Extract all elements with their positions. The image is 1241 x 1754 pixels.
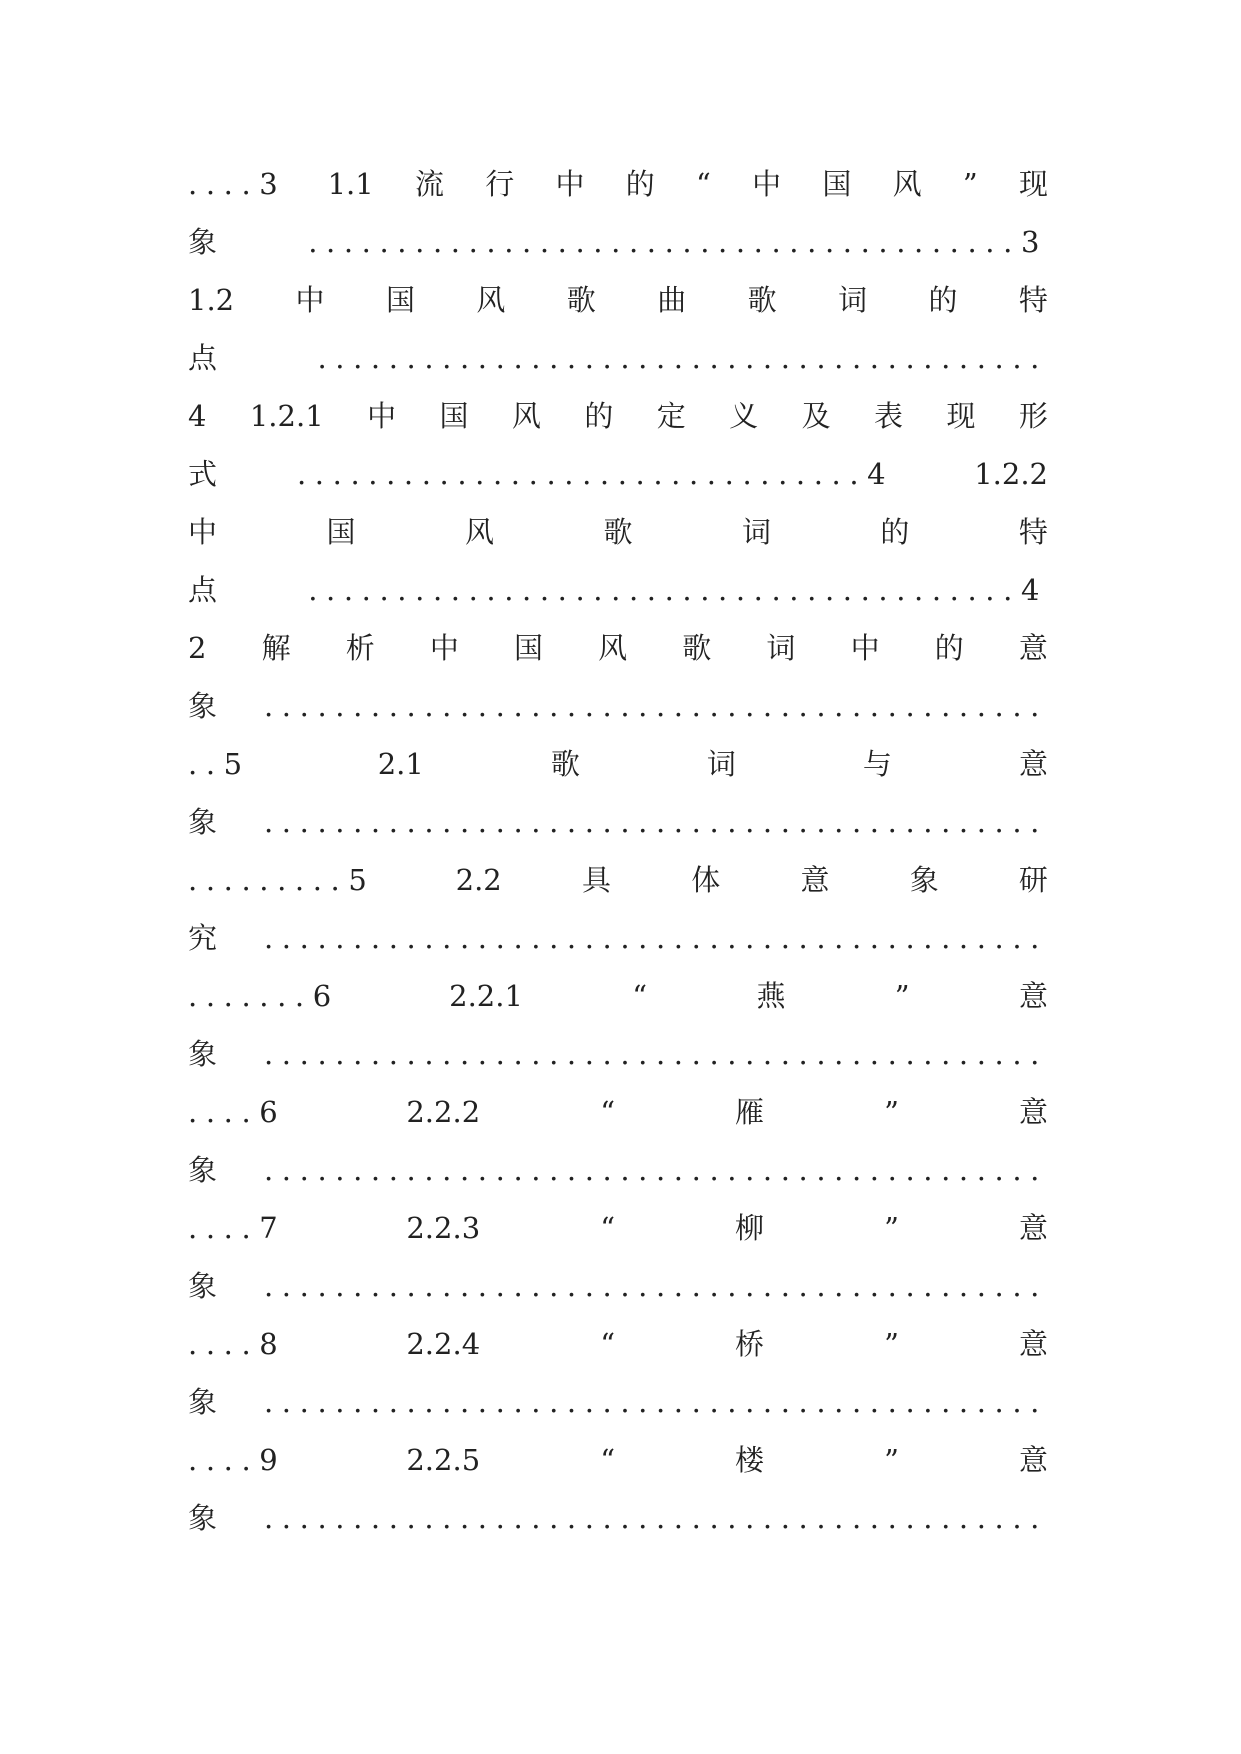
toc-token: ....9 bbox=[188, 1443, 287, 1477]
toc-token: ............................................ bbox=[263, 1501, 1048, 1535]
toc-token: 的 bbox=[625, 167, 655, 201]
toc-token: 2.2.4 bbox=[406, 1327, 481, 1361]
toc-token: 歌 bbox=[550, 747, 580, 781]
toc-token: 特 bbox=[1018, 515, 1048, 549]
toc-token: 象 bbox=[188, 1153, 218, 1187]
toc-token: 象 bbox=[188, 1037, 218, 1071]
toc-token: 歌 bbox=[747, 283, 777, 317]
toc-token: 柳 bbox=[735, 1211, 765, 1245]
toc-token: ............................................ bbox=[263, 921, 1048, 955]
toc-token: ....8 bbox=[188, 1327, 287, 1361]
toc-token: .......6 bbox=[188, 979, 340, 1013]
toc-token: 风 bbox=[464, 515, 494, 549]
toc-token: 国 bbox=[326, 515, 356, 549]
toc-token: 2.1 bbox=[377, 747, 424, 781]
toc-token: 2.2.2 bbox=[406, 1095, 481, 1129]
toc-token: 2.2 bbox=[455, 863, 502, 897]
toc-token: 国 bbox=[822, 167, 852, 201]
toc-token: “ bbox=[600, 1443, 616, 1477]
toc-token: 及 bbox=[801, 399, 831, 433]
toc-token: “ bbox=[600, 1327, 616, 1361]
toc-token: ” bbox=[884, 1095, 899, 1129]
toc-token: 中 bbox=[555, 167, 585, 201]
toc-token: 歌 bbox=[566, 283, 596, 317]
toc-line bbox=[188, 909, 1048, 967]
toc-token: ........................................3 bbox=[308, 225, 1048, 259]
toc-token: “ bbox=[696, 167, 711, 201]
toc-token: 现 bbox=[1018, 167, 1048, 201]
toc-token: 燕 bbox=[756, 979, 786, 1013]
toc-token: 意 bbox=[1018, 1095, 1048, 1129]
toc-line bbox=[188, 155, 1048, 213]
toc-line bbox=[188, 1489, 1048, 1547]
toc-line bbox=[188, 387, 1048, 445]
toc-token: 象 bbox=[188, 1269, 218, 1303]
toc-line bbox=[188, 677, 1048, 735]
toc-token: 与 bbox=[862, 747, 892, 781]
toc-token: “ bbox=[632, 979, 648, 1013]
toc-token: 特 bbox=[1018, 283, 1048, 317]
toc-token: 1.1 bbox=[327, 167, 374, 201]
toc-token: 中 bbox=[188, 515, 218, 549]
toc-line bbox=[188, 1141, 1048, 1199]
toc-token: 歌 bbox=[682, 631, 712, 665]
toc-token: 象 bbox=[909, 863, 939, 897]
toc-token: 国 bbox=[385, 283, 415, 317]
toc-token: 意 bbox=[1018, 1211, 1048, 1245]
toc-token: 2.2.5 bbox=[406, 1443, 481, 1477]
toc-token: 风 bbox=[476, 283, 506, 317]
toc-token: 点 bbox=[188, 341, 218, 375]
toc-token: ” bbox=[962, 167, 978, 201]
toc-token: ” bbox=[884, 1211, 899, 1245]
toc-token: ....7 bbox=[188, 1211, 287, 1245]
toc-token: 解 bbox=[261, 631, 291, 665]
toc-line bbox=[188, 271, 1048, 329]
toc-token: 象 bbox=[188, 805, 218, 839]
toc-token: 中 bbox=[367, 399, 397, 433]
toc-line bbox=[188, 503, 1048, 561]
toc-token: 1.2.1 bbox=[249, 399, 324, 433]
toc-token: ..5 bbox=[188, 747, 251, 781]
toc-token: 象 bbox=[188, 225, 218, 259]
toc-token: 研 bbox=[1018, 863, 1048, 897]
toc-token: 行 bbox=[485, 167, 515, 201]
toc-token: 意 bbox=[1018, 1327, 1048, 1361]
toc-token: ....6 bbox=[188, 1095, 287, 1129]
toc-token: 象 bbox=[188, 1385, 218, 1419]
toc-token: 中 bbox=[295, 283, 325, 317]
toc-token: .........5 bbox=[188, 863, 376, 897]
toc-token: 表 bbox=[874, 399, 904, 433]
toc-token: 词 bbox=[741, 515, 771, 549]
toc-token: 1.2 bbox=[188, 283, 235, 317]
toc-token: 意 bbox=[1018, 1443, 1048, 1477]
toc-token: 象 bbox=[188, 1501, 218, 1535]
toc-token: 2.2.1 bbox=[449, 979, 523, 1013]
toc-token: 意 bbox=[1018, 979, 1048, 1013]
toc-token: ............................................ bbox=[263, 1037, 1048, 1071]
toc-line bbox=[188, 1431, 1048, 1489]
toc-token: 1.2.2 bbox=[974, 457, 1048, 491]
toc-line bbox=[188, 1315, 1048, 1373]
table-of-contents bbox=[188, 155, 1048, 1547]
toc-token: ........................................4 bbox=[308, 573, 1048, 607]
toc-token: 定 bbox=[656, 399, 686, 433]
toc-token: 国 bbox=[514, 631, 544, 665]
toc-line bbox=[188, 735, 1048, 793]
toc-token: 体 bbox=[691, 863, 721, 897]
toc-token: ” bbox=[884, 1443, 899, 1477]
toc-token: ............................................ bbox=[263, 1385, 1048, 1419]
toc-token: ............................................ bbox=[263, 1269, 1048, 1303]
toc-token: 楼 bbox=[735, 1443, 765, 1477]
toc-token: 究 bbox=[188, 921, 218, 955]
toc-token: 义 bbox=[729, 399, 759, 433]
toc-line bbox=[188, 619, 1048, 677]
toc-token: “ bbox=[600, 1211, 616, 1245]
toc-line bbox=[188, 1199, 1048, 1257]
toc-line bbox=[188, 445, 1048, 503]
toc-token: 象 bbox=[188, 689, 218, 723]
toc-token: 2 bbox=[188, 631, 207, 665]
toc-token: ............................................ bbox=[263, 805, 1048, 839]
toc-token: 的 bbox=[934, 631, 964, 665]
toc-token: ” bbox=[884, 1327, 899, 1361]
toc-token: 曲 bbox=[657, 283, 687, 317]
toc-token: 词 bbox=[766, 631, 796, 665]
toc-line bbox=[188, 967, 1048, 1025]
toc-token: ................................4 bbox=[296, 457, 895, 491]
toc-token: 的 bbox=[584, 399, 614, 433]
toc-token: 具 bbox=[581, 863, 611, 897]
toc-line bbox=[188, 561, 1048, 619]
toc-line bbox=[188, 213, 1048, 271]
toc-token: “ bbox=[600, 1095, 616, 1129]
toc-token: 意 bbox=[800, 863, 830, 897]
toc-token: 2.2.3 bbox=[406, 1211, 481, 1245]
toc-token: 4 bbox=[188, 399, 207, 433]
toc-token: 意 bbox=[1018, 631, 1048, 665]
toc-token: ............................................ bbox=[263, 1153, 1048, 1187]
toc-token: 风 bbox=[598, 631, 628, 665]
toc-line bbox=[188, 329, 1048, 387]
toc-token: ” bbox=[894, 979, 910, 1013]
toc-token: 雁 bbox=[735, 1095, 765, 1129]
toc-token: 意 bbox=[1018, 747, 1048, 781]
toc-line bbox=[188, 851, 1048, 909]
toc-token: 现 bbox=[946, 399, 976, 433]
toc-line bbox=[188, 1373, 1048, 1431]
toc-token: 中 bbox=[850, 631, 880, 665]
toc-token: 词 bbox=[706, 747, 736, 781]
toc-token: 的 bbox=[880, 515, 910, 549]
toc-token: 形 bbox=[1018, 399, 1048, 433]
toc-token: 式 bbox=[188, 457, 218, 491]
toc-token: 风 bbox=[892, 167, 922, 201]
toc-token: 点 bbox=[188, 573, 218, 607]
toc-line bbox=[188, 793, 1048, 851]
toc-token: 国 bbox=[439, 399, 469, 433]
toc-line bbox=[188, 1025, 1048, 1083]
toc-line bbox=[188, 1257, 1048, 1315]
toc-token: ......................................... bbox=[317, 341, 1048, 375]
toc-token: 的 bbox=[928, 283, 958, 317]
toc-token: 桥 bbox=[735, 1327, 765, 1361]
toc-token: 流 bbox=[414, 167, 444, 201]
toc-token: 中 bbox=[752, 167, 782, 201]
toc-line bbox=[188, 1083, 1048, 1141]
toc-token: 风 bbox=[511, 399, 541, 433]
toc-token: ....3 bbox=[188, 167, 287, 201]
toc-token: 歌 bbox=[603, 515, 633, 549]
toc-token: 词 bbox=[838, 283, 868, 317]
toc-token: 中 bbox=[429, 631, 459, 665]
toc-token: ............................................ bbox=[263, 689, 1048, 723]
toc-token: 析 bbox=[345, 631, 375, 665]
